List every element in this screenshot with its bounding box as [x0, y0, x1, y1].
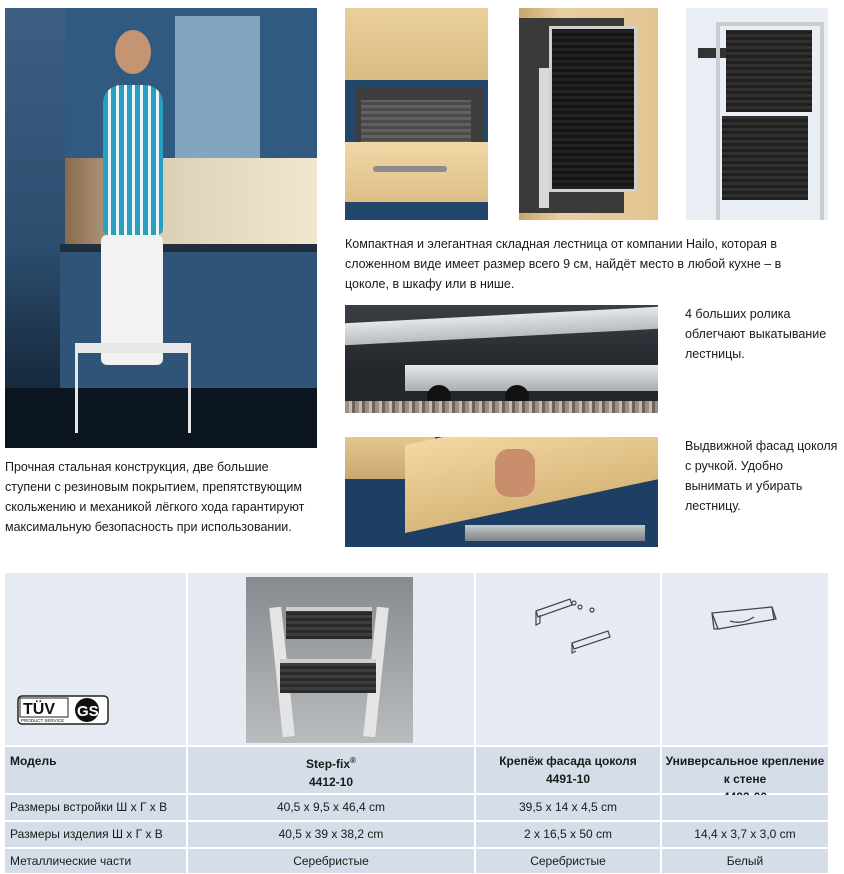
header-plinth-code: 4491-10 [545, 772, 591, 786]
gs-text: GS [77, 703, 99, 720]
cupboard-photo [519, 8, 658, 220]
kitchen-photo [5, 8, 317, 448]
step-stool [75, 343, 191, 433]
woman-on-step [93, 30, 179, 390]
tuv-service-text: PRODUCT SERVICE [21, 718, 65, 723]
row-value: Белый [662, 849, 828, 873]
plinth-fixing-icon [476, 573, 660, 693]
table-image-row [5, 573, 828, 745]
row-value: 40,5 x 39 x 38,2 cm [188, 822, 474, 847]
header-plinth-name: Крепёж фасада цоколя [499, 754, 637, 768]
row-value: 2 x 16,5 x 50 cm [476, 822, 660, 847]
caption-wheels: 4 больших ролика облегчают выкатывание лестницы. [685, 307, 827, 361]
row-label: Размеры встройки Ш х Г х В [5, 795, 186, 820]
row-value: 14,4 x 3,7 x 3,0 cm [662, 822, 828, 847]
drawer-photo [345, 8, 488, 220]
wall-bracket-icon [662, 573, 828, 693]
tuv-gs-logo [17, 695, 109, 725]
row-value: Серебристые [476, 849, 660, 873]
header-stepfix-reg: ® [350, 756, 356, 765]
table-row [5, 795, 828, 820]
plinth-photo [345, 437, 658, 547]
table-row [5, 849, 828, 873]
wheels-photo [345, 305, 658, 413]
header-stepfix-code: 4412-10 [308, 775, 354, 789]
header-stepfix-name: Step-fix [306, 757, 351, 771]
row-value [662, 795, 828, 820]
row-label: Металлические части [5, 849, 186, 873]
caption-compact: Компактная и элегантная складная лестница от компании Hailo, которая в сложенном виде имеет размер всего 9 см, найдёт место в любой кухне – в цоколе, в шкафу или в нише. [345, 237, 782, 291]
header-model-label: Модель [10, 754, 57, 768]
row-value: Серебристые [188, 849, 474, 873]
stepfix-product-photo [246, 577, 413, 743]
tuv-text: TÜV [23, 701, 55, 718]
row-value: 40,5 x 9,5 x 46,4 cm [188, 795, 474, 820]
table-row [5, 822, 828, 847]
header-wall-name: Универсальное крепление к стене [665, 754, 825, 786]
caption-plinth: Выдвижной фасад цоколя с ручкой. Удобно вынимать и убирать лестницу. [685, 439, 838, 513]
glass-shelf [175, 16, 260, 158]
row-value: 39,5 x 14 x 4,5 cm [476, 795, 660, 820]
row-label: Размеры изделия Ш х Г х В [5, 822, 186, 847]
wall-mount-photo [686, 8, 828, 220]
table-header-row [5, 747, 828, 793]
caption-main: Прочная стальная конструкция, две большие ступени с резиновым покрытием, препятствующим скольжению и механикой лёгкого хода гарантируют максимальную безопасность при использовании. [5, 460, 305, 534]
